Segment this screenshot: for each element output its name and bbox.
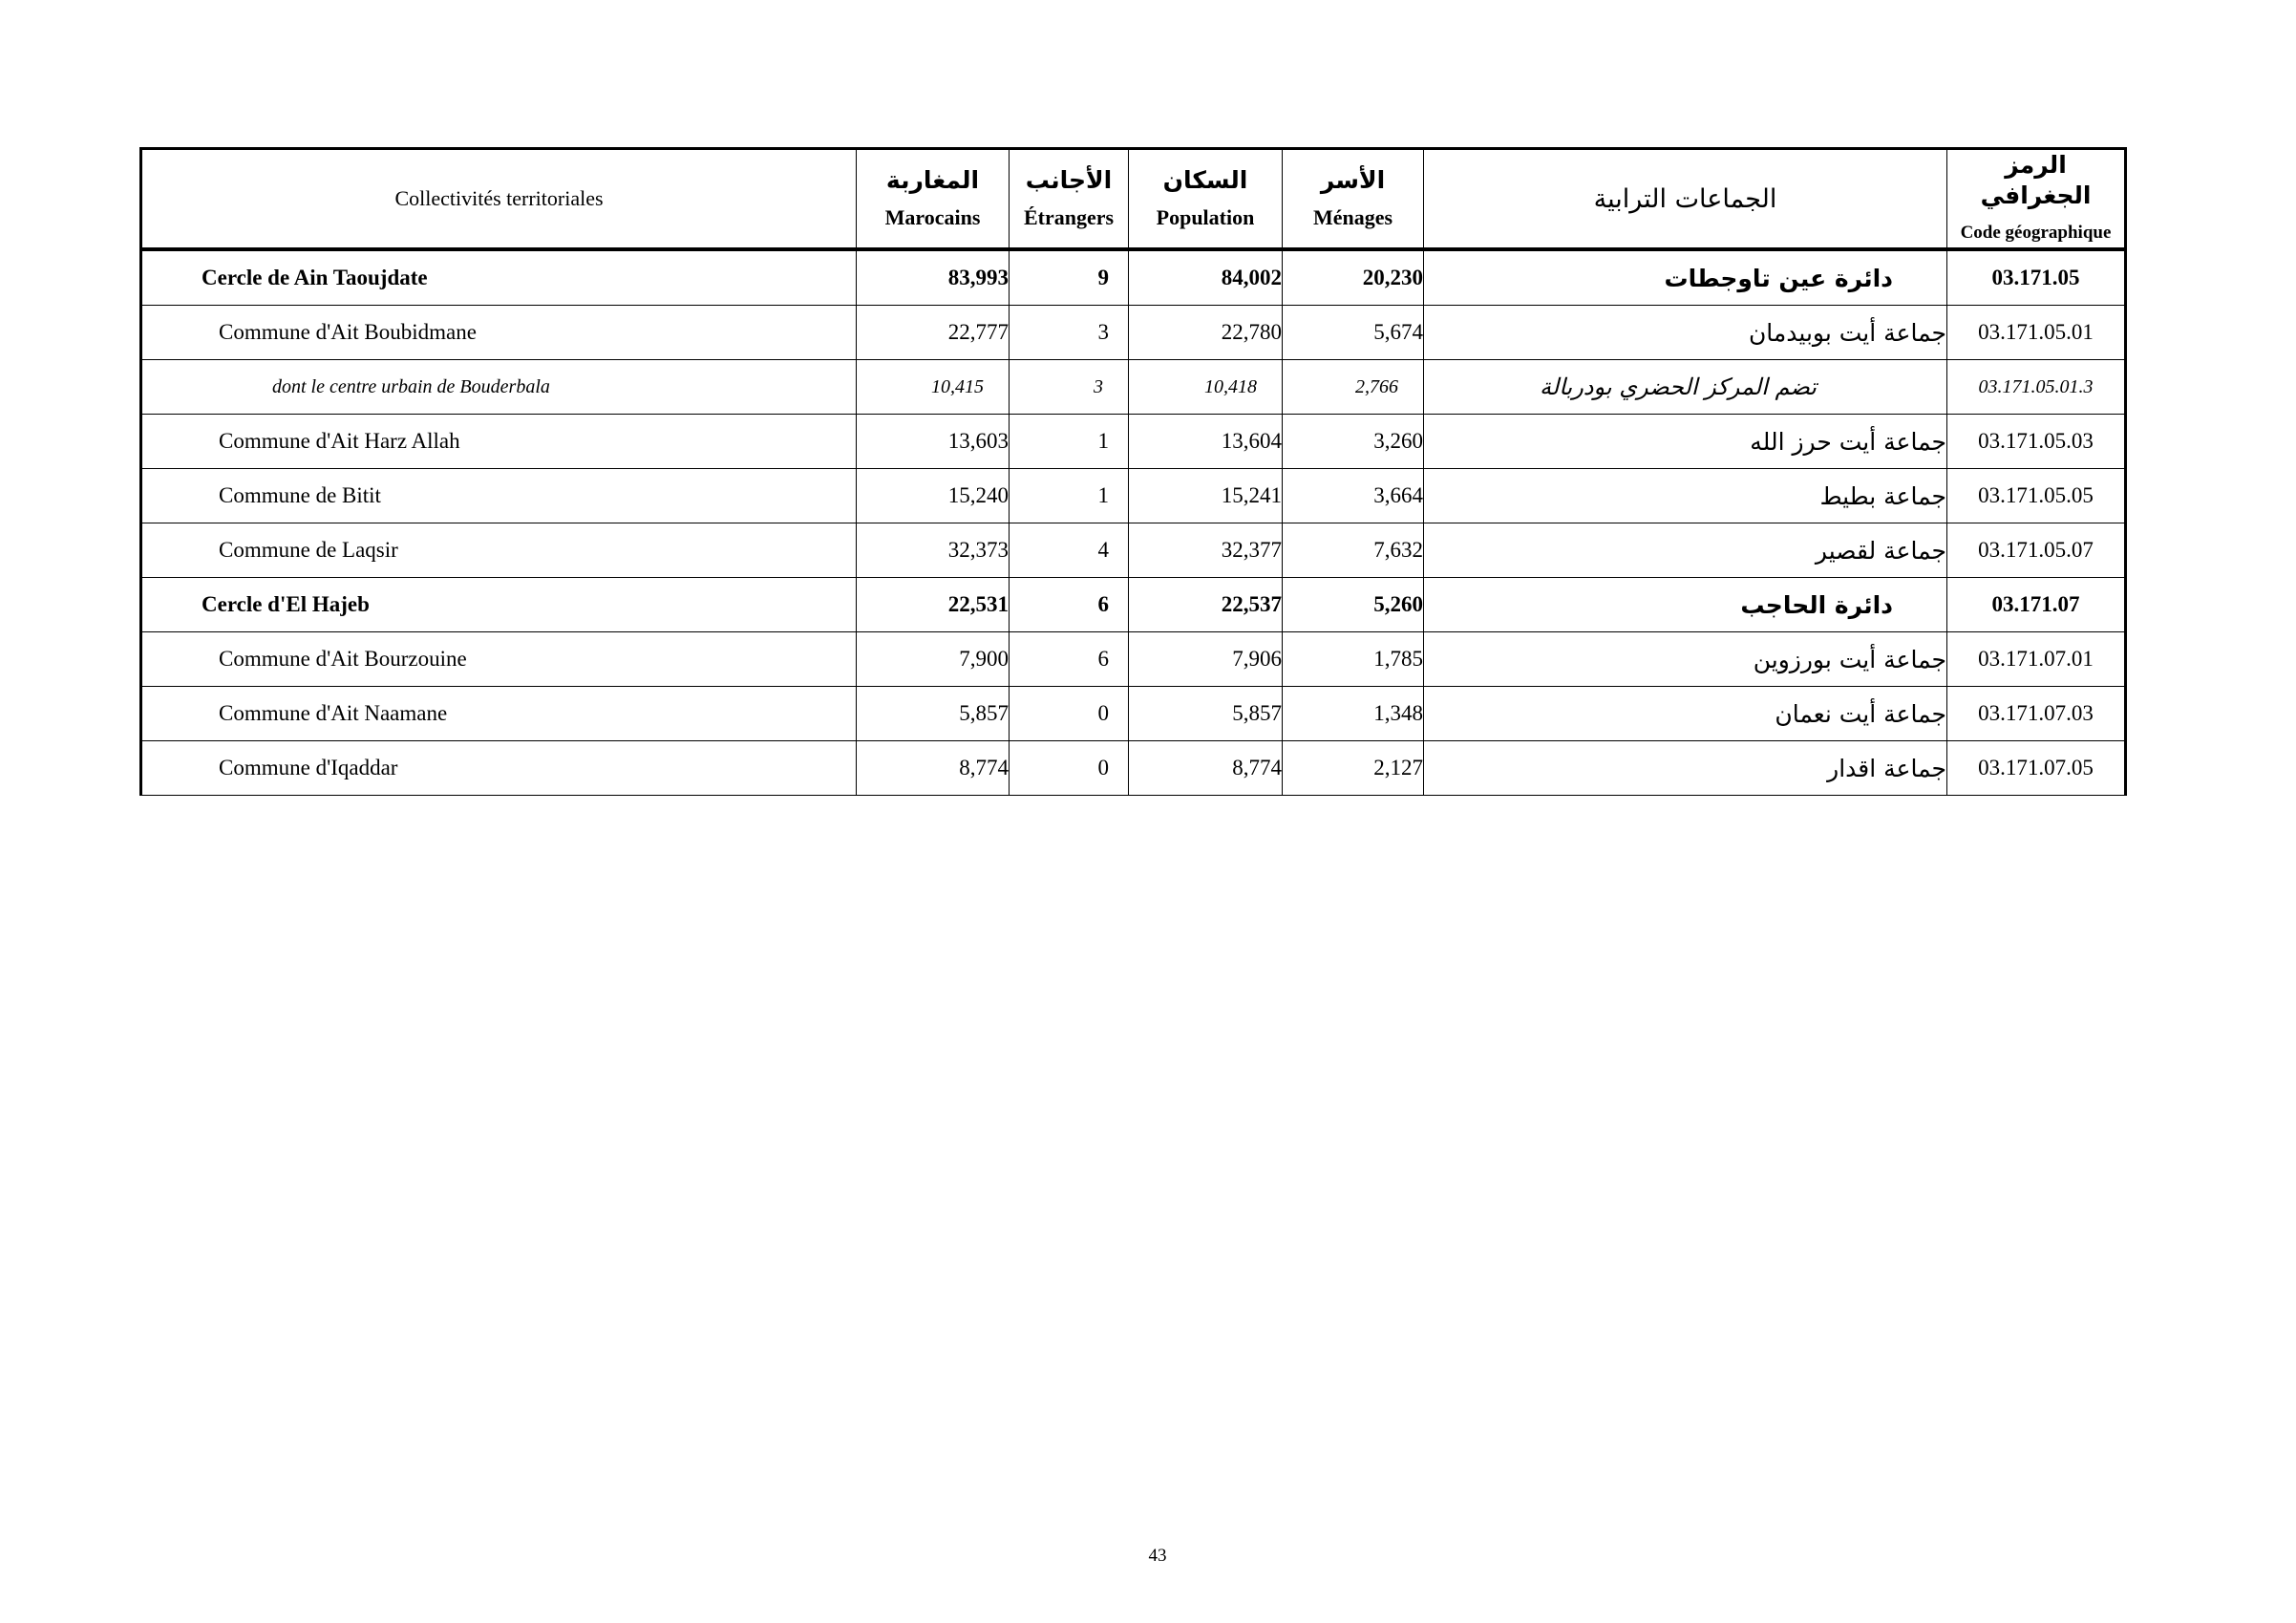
census-table <box>139 147 2127 796</box>
row-marocains: 5,857 <box>857 687 1010 741</box>
row-etrangers: 0 <box>1010 687 1129 741</box>
row-code: 03.171.07.01 <box>1947 632 2126 687</box>
row-population: 8,774 <box>1129 741 1283 796</box>
header-etrangers-ar: الأجانب <box>1025 166 1113 194</box>
header-menages-fr: Ménages <box>1312 205 1393 229</box>
table-row <box>141 632 2126 687</box>
table-row <box>141 415 2126 469</box>
row-etrangers: 1 <box>1010 415 1129 469</box>
table-row <box>141 469 2126 523</box>
row-name: Commune d'Ait Naamane <box>141 687 857 741</box>
header-etrangers-fr: Étrangers <box>1023 205 1115 229</box>
row-code: 03.171.05.07 <box>1947 523 2126 578</box>
row-code: 03.171.07.03 <box>1947 687 2126 741</box>
row-name-ar: تضم المركز الحضري بودربالة <box>1424 360 1947 415</box>
table-row <box>141 306 2126 360</box>
row-marocains: 83,993 <box>857 249 1010 306</box>
row-etrangers: 1 <box>1010 469 1129 523</box>
header-population <box>1129 149 1283 250</box>
header-population-ar: السكان <box>1162 166 1248 194</box>
row-name-ar: جماعة أيت نعمان <box>1424 687 1947 741</box>
row-etrangers: 4 <box>1010 523 1129 578</box>
page-number: 43 <box>1148 1546 1167 1566</box>
row-name: dont le centre urbain de Bouderbala <box>141 360 857 415</box>
header-code <box>1947 149 2126 250</box>
row-population: 22,780 <box>1129 306 1283 360</box>
header-menages-ar: الأسر <box>1320 166 1386 194</box>
table-header-row <box>141 149 2126 250</box>
row-name: Cercle de Ain Taoujdate <box>141 249 857 306</box>
row-menages: 2,127 <box>1283 741 1424 796</box>
table-row <box>141 741 2126 796</box>
row-menages: 20,230 <box>1283 249 1424 306</box>
row-name: Cercle d'El Hajeb <box>141 578 857 632</box>
row-code: 03.171.05.05 <box>1947 469 2126 523</box>
header-menages <box>1283 149 1424 250</box>
row-population: 5,857 <box>1129 687 1283 741</box>
row-name: Commune de Bitit <box>141 469 857 523</box>
header-jamaat-ar: الجماعات الترابية <box>1424 149 1947 250</box>
table-row <box>141 523 2126 578</box>
row-marocains: 8,774 <box>857 741 1010 796</box>
row-marocains: 7,900 <box>857 632 1010 687</box>
table-row <box>141 687 2126 741</box>
row-marocains: 22,777 <box>857 306 1010 360</box>
row-code: 03.171.05.01.3 <box>1947 360 2126 415</box>
row-name: Commune d'Ait Boubidmane <box>141 306 857 360</box>
row-name: Commune de Laqsir <box>141 523 857 578</box>
row-population: 15,241 <box>1129 469 1283 523</box>
row-code: 03.171.07 <box>1947 578 2126 632</box>
row-etrangers: 9 <box>1010 249 1129 306</box>
header-marocains-ar: المغاربة <box>885 166 980 194</box>
row-marocains: 32,373 <box>857 523 1010 578</box>
row-name-ar: جماعة أيت بوبيدمان <box>1424 306 1947 360</box>
row-etrangers: 6 <box>1010 632 1129 687</box>
row-etrangers: 6 <box>1010 578 1129 632</box>
row-name-ar: جماعة بطيط <box>1424 469 1947 523</box>
row-name-ar: جماعة أيت حرز الله <box>1424 415 1947 469</box>
row-menages: 2,766 <box>1283 360 1424 415</box>
row-menages: 7,632 <box>1283 523 1424 578</box>
row-population: 84,002 <box>1129 249 1283 306</box>
row-population: 32,377 <box>1129 523 1283 578</box>
row-name-ar: دائرة الحاجب <box>1424 578 1947 632</box>
row-population: 13,604 <box>1129 415 1283 469</box>
row-name: Commune d'Ait Harz Allah <box>141 415 857 469</box>
row-code: 03.171.07.05 <box>1947 741 2126 796</box>
row-name: Commune d'Ait Bourzouine <box>141 632 857 687</box>
row-marocains: 15,240 <box>857 469 1010 523</box>
row-code: 03.171.05 <box>1947 249 2126 306</box>
row-etrangers: 3 <box>1010 306 1129 360</box>
row-name: Commune d'Iqaddar <box>141 741 857 796</box>
table-row <box>141 578 2126 632</box>
row-menages: 3,260 <box>1283 415 1424 469</box>
row-marocains: 13,603 <box>857 415 1010 469</box>
row-marocains: 10,415 <box>857 360 1010 415</box>
header-etrangers <box>1010 149 1129 250</box>
row-menages: 5,260 <box>1283 578 1424 632</box>
row-code: 03.171.05.01 <box>1947 306 2126 360</box>
row-population: 7,906 <box>1129 632 1283 687</box>
row-menages: 1,348 <box>1283 687 1424 741</box>
row-population: 10,418 <box>1129 360 1283 415</box>
row-name-ar: جماعة أيت بورزوين <box>1424 632 1947 687</box>
row-menages: 5,674 <box>1283 306 1424 360</box>
row-etrangers: 0 <box>1010 741 1129 796</box>
row-name-ar: دائرة عين تاوجطات <box>1424 249 1947 306</box>
row-name-ar: جماعة لقصير <box>1424 523 1947 578</box>
header-population-fr: Population <box>1156 205 1255 229</box>
header-code-fr: Code géographique <box>1960 223 2112 243</box>
header-code-ar: الرمز الجغرافي <box>1980 151 2092 209</box>
row-name-ar: جماعة اقدار <box>1424 741 1947 796</box>
table-row <box>141 249 2126 306</box>
header-marocains <box>857 149 1010 250</box>
row-population: 22,537 <box>1129 578 1283 632</box>
header-marocains-fr: Marocains <box>884 205 981 229</box>
row-menages: 3,664 <box>1283 469 1424 523</box>
row-code: 03.171.05.03 <box>1947 415 2126 469</box>
table-row <box>141 360 2126 415</box>
row-etrangers: 3 <box>1010 360 1129 415</box>
row-marocains: 22,531 <box>857 578 1010 632</box>
row-menages: 1,785 <box>1283 632 1424 687</box>
header-collectivites: Collectivités territoriales <box>141 149 857 250</box>
